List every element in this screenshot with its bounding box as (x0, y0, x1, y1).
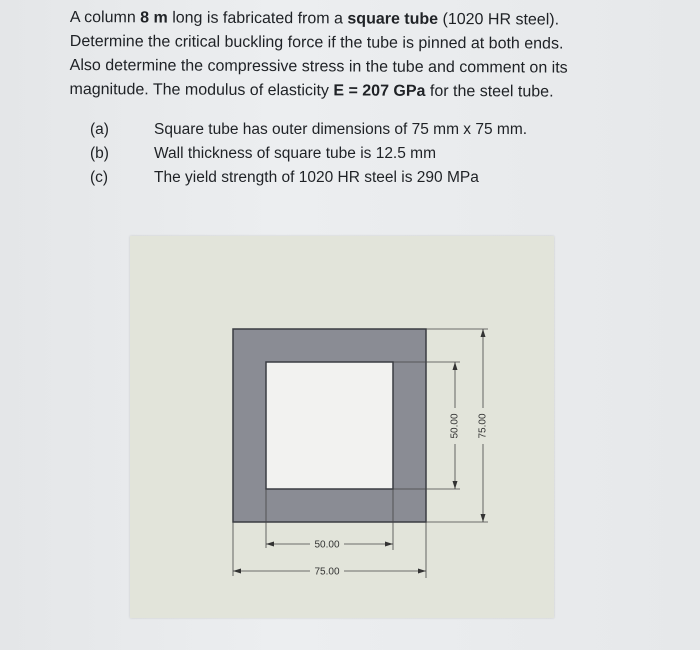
statement-line-4: magnitude. The modulus of elasticity E = 207 GPa for the steel tube. (69, 80, 554, 101)
cross-section-figure (130, 236, 554, 618)
arrowhead (453, 362, 458, 370)
item-text: The yield strength of 1020 HR steel is 290 MPa (154, 169, 479, 186)
arrowhead (481, 514, 486, 522)
arrowhead (385, 542, 393, 547)
item-label: (b) (90, 145, 109, 162)
square-tube-term: square tube (347, 10, 439, 28)
item-label: (a) (90, 121, 109, 138)
item-text: Square tube has outer dimensions of 75 mm x 75 mm. (154, 121, 528, 138)
item-label: (c) (90, 169, 109, 186)
tube-inner-hollow (266, 362, 393, 489)
problem-statement (69, 6, 681, 105)
item-text: Wall thickness of square tube is 12.5 mm (154, 145, 436, 162)
outer-width-label: 75.00 (314, 566, 340, 578)
arrowhead (266, 542, 274, 547)
statement-line-2: Determine the critical buckling force if the tube is pinned at both ends. (69, 32, 564, 53)
arrowhead (453, 481, 458, 489)
outer-height-label: 75.00 (477, 413, 489, 439)
arrowhead (481, 329, 486, 337)
cross-section-drawing (130, 236, 554, 618)
inner-height-label: 50.00 (449, 413, 461, 439)
column-length: 8 m (140, 9, 168, 27)
statement-line-1: A column 8 m long is fabricated from a square tube (1020 HR steel). (69, 8, 560, 29)
modulus-value: E = 207 GPa (333, 82, 426, 100)
statement-line-3: Also determine the compressive stress in the tube and comment on its (69, 56, 568, 77)
inner-width-label: 50.00 (314, 539, 340, 551)
arrowhead (418, 569, 426, 574)
arrowhead (233, 569, 241, 574)
